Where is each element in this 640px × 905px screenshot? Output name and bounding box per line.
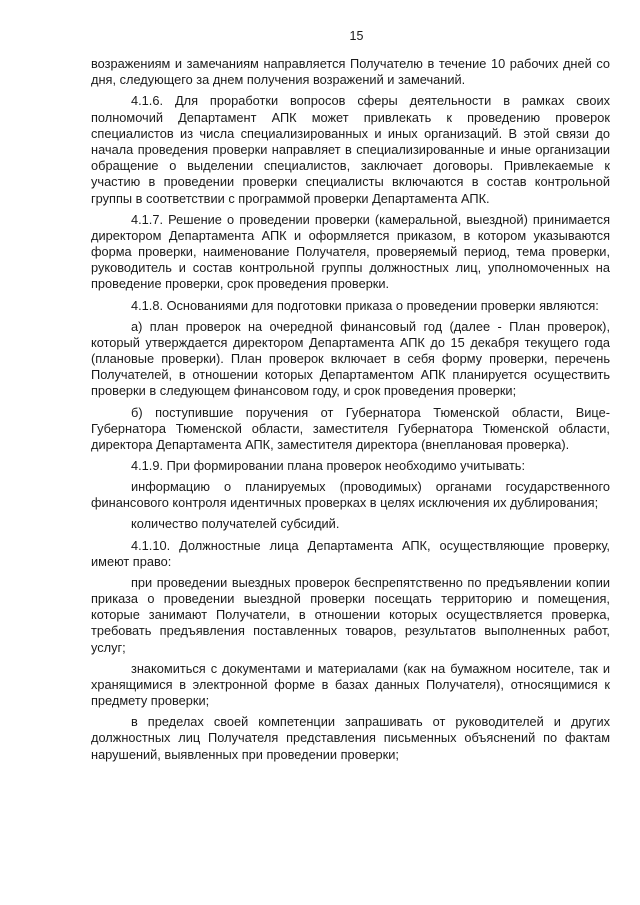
paragraph-4-1-6: 4.1.6. Для проработки вопросов сферы деятельности в рамках своих полномочий Департамент АПК может привлекать к проведению проверок специалистов из числа специализированных и иных организаций. В этой связи до начала проведения проверки направляет в специализированные и иные организации обращение о выделении специалистов, заключает договоры. Привлекаемые к участию в проведении проверки специалисты включаются в состав контрольной группы в соответствии с программой проверки Департамента АПК. [91, 93, 610, 206]
paragraph-4-1-10: 4.1.10. Должностные лица Департамента АПК, осуществляющие проверку, имеют право: [91, 537, 610, 569]
paragraph-item-a: а) план проверок на очередной финансовый год (далее - План проверок), который утверждается директором Департамента АПК до 15 декабря текущего года (плановые проверки). План проверок включает в себя форму проверки, перечень Получателей, в отношении которых Департаментом АПК планируется осуществить проверки в следующем финансовом году, и срок проведения проверки; [91, 318, 610, 399]
paragraph-4-1-8: 4.1.8. Основаниями для подготовки приказа о проведении проверки являются: [131, 297, 599, 313]
paragraph-recipients-count: количество получателей субсидий. [131, 516, 340, 532]
paragraph-planned-checks-info: информацию о планируемых (проводимых) органами государственного финансового контроля идентичных проверках в целях исключения их дублирования; [91, 479, 610, 511]
paragraph-4-1-7: 4.1.7. Решение о проведении проверки (камеральной, выездной) принимается директором Департамента АПК и оформляется приказом, в котором указываются форма проверки, наименование Получателя, проверяемый период, тема проверки, руководитель и состав контрольной группы должностных лиц, уполномоченных на проведение проверки, срок проведения проверки. [91, 211, 610, 292]
paragraph-right-visit: при проведении выездных проверок беспрепятственно по предъявлении копии приказа о проведении выездной проверки посещать территорию и помещения, которые занимают Получатели, в отношении которых осуществляется проверка, требовать предъявления поставленных товаров, результатов выполненных работ, услуг; [91, 574, 610, 655]
paragraph-item-b: б) поступившие поручения от Губернатора Тюменской области, Вице-Губернатора Тюменской области, заместителя Губернатора Тюменской области, директора Департамента АПК, заместителя директора (внеплановая проверка). [91, 404, 610, 452]
page-number: 15 [349, 29, 364, 43]
paragraph-right-documents: знакомиться с документами и материалами (как на бумажном носителе, так и хранящимися в электронной форме в базах данных Получателя), относящимися к предмету проверки; [91, 660, 610, 709]
paragraph-4-1-9: 4.1.9. При формировании плана проверок необходимо учитывать: [131, 458, 526, 474]
paragraph-continuation: возражениям и замечаниям направляется Получателю в течение 10 рабочих дней со дня, следующего за днем получения возражений и замечаний. [91, 56, 610, 88]
paragraph-right-explanations: в пределах своей компетенции запрашивать от руководителей и других должностных лиц Получателя представления письменных объяснений по фактам нарушений, выявленных при проведении проверки; [91, 714, 610, 762]
